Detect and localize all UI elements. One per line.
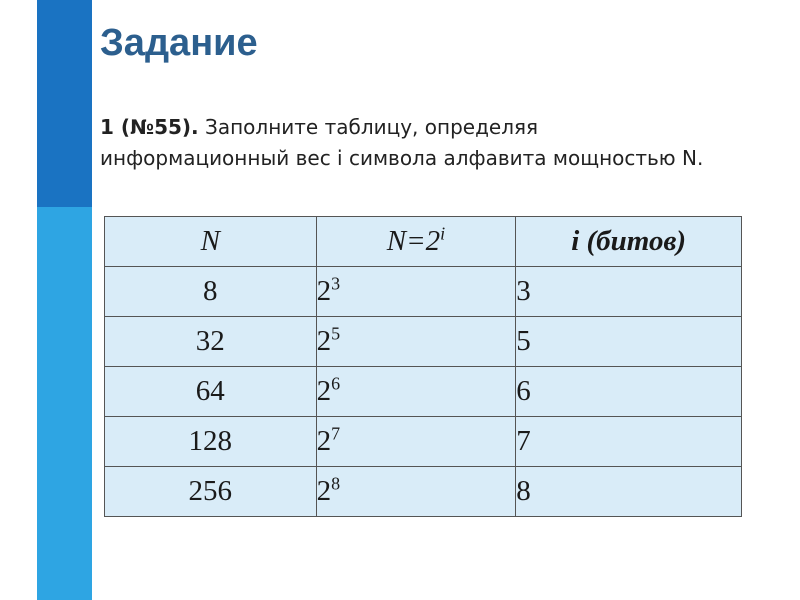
power-table (104, 216, 742, 517)
table-row (105, 417, 742, 467)
header-bits: i (битов) (516, 217, 742, 267)
header-formula-base: N=2 (386, 225, 441, 257)
power-exp: 5 (331, 323, 341, 344)
header-formula (316, 217, 516, 267)
cell-n: 8 (105, 267, 317, 317)
power-base: 2 (316, 325, 332, 357)
table-row (105, 367, 742, 417)
task-text: Заполните таблицу, определяя информационный вес i символа алфавита мощностью N. (100, 115, 704, 170)
cell-power (316, 417, 516, 467)
power-base: 2 (316, 475, 332, 507)
cell-n: 64 (105, 367, 317, 417)
cell-n: 128 (105, 417, 317, 467)
header-formula-exp: i (440, 223, 446, 244)
task-description (100, 112, 720, 174)
power-base: 2 (316, 275, 332, 307)
power-exp: 8 (331, 473, 341, 494)
cell-power (316, 267, 516, 317)
task-number: 1 (№55). (100, 115, 199, 139)
cell-bits: 5 (516, 317, 742, 367)
cell-bits: 8 (516, 467, 742, 517)
cell-n: 32 (105, 317, 317, 367)
accent-bar-bottom (37, 207, 92, 600)
cell-power (316, 367, 516, 417)
power-base: 2 (316, 425, 332, 457)
cell-bits: 6 (516, 367, 742, 417)
slide-title: Задание (100, 22, 258, 64)
power-exp: 3 (331, 273, 341, 294)
accent-bar-top (37, 0, 92, 207)
cell-bits: 7 (516, 417, 742, 467)
power-exp: 6 (331, 373, 341, 394)
table-row (105, 467, 742, 517)
power-exp: 7 (331, 423, 341, 444)
table-row (105, 267, 742, 317)
cell-power (316, 317, 516, 367)
cell-bits: 3 (516, 267, 742, 317)
table-header-row (105, 217, 742, 267)
table-row (105, 317, 742, 367)
header-n: N (105, 217, 317, 267)
cell-n: 256 (105, 467, 317, 517)
cell-power (316, 467, 516, 517)
power-base: 2 (316, 375, 332, 407)
